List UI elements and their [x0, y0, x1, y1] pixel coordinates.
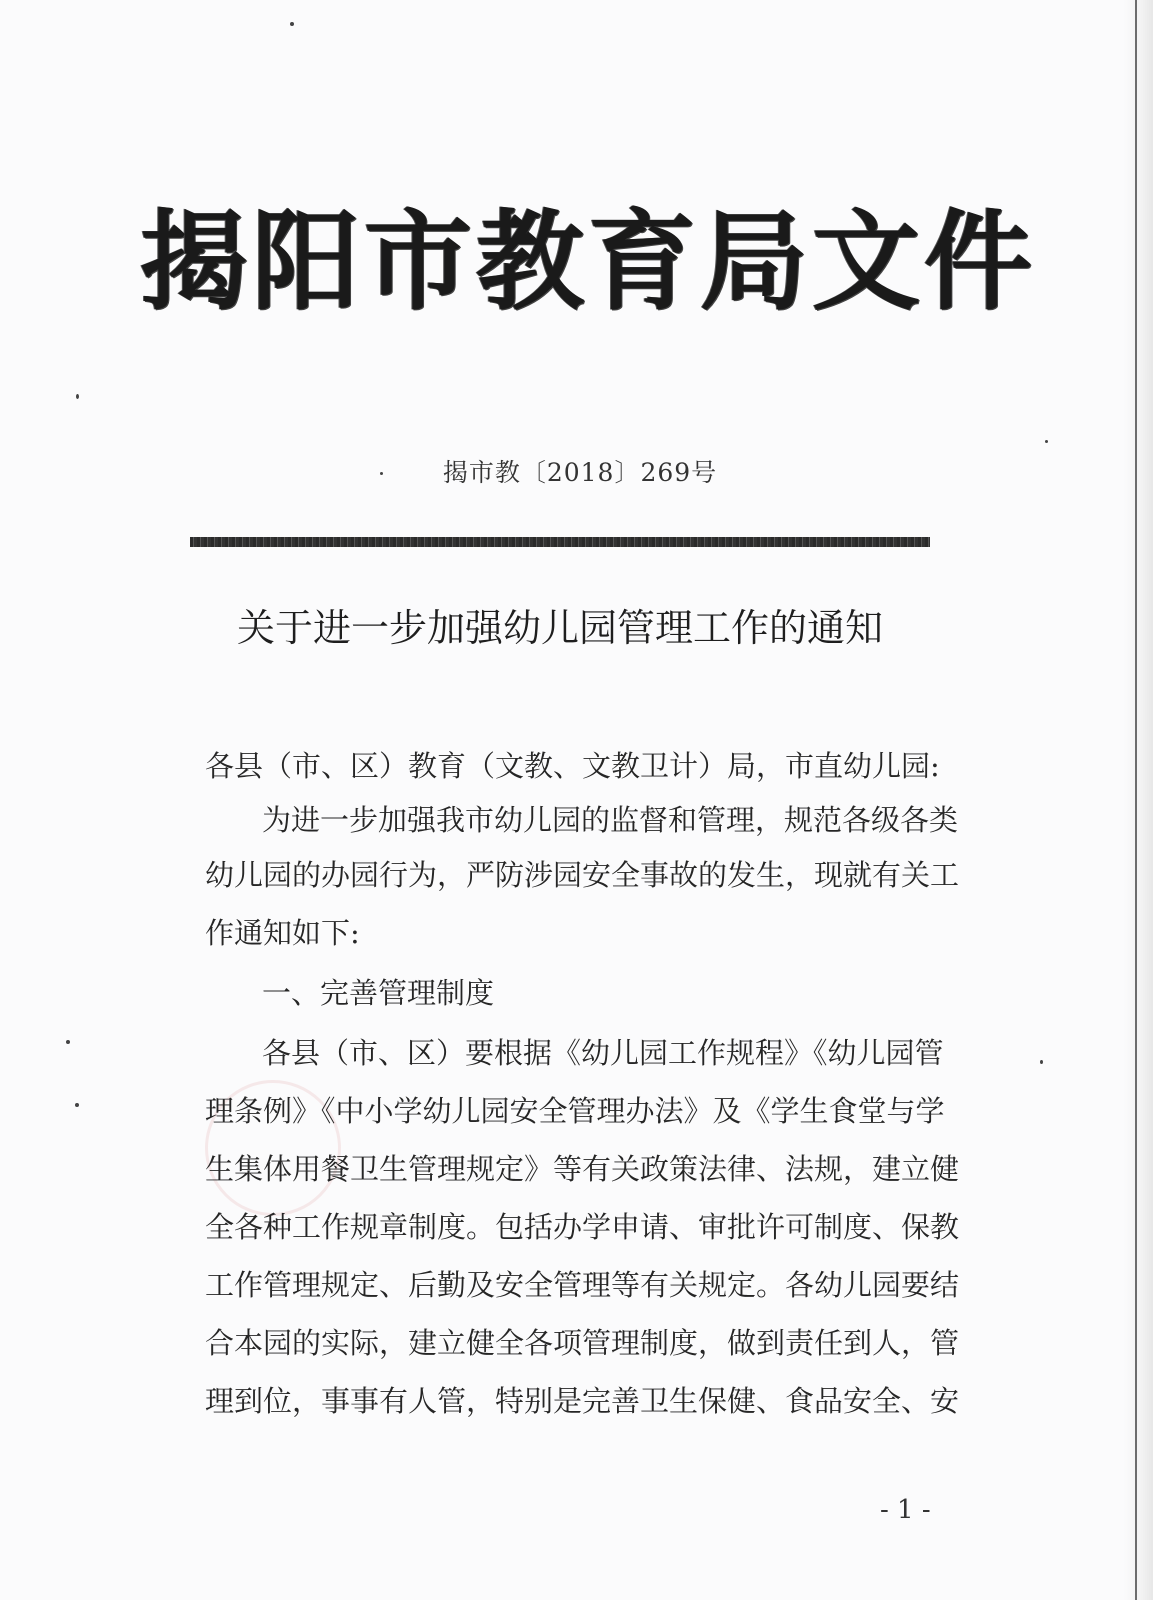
section-heading: 一、完善管理制度 [262, 976, 495, 1010]
scan-speck [290, 22, 294, 26]
body-line: 合本园的实际，建立健全各项管理制度，做到责任到人，管 [205, 1326, 960, 1360]
scan-speck [66, 1040, 70, 1044]
scan-edge [1123, 0, 1153, 1600]
scan-speck [380, 472, 383, 475]
body-line: 为进一步加强我市幼儿园的监督和管理，规范各级各类 [262, 803, 959, 837]
header-divider [190, 537, 930, 547]
scan-speck [1040, 1060, 1043, 1064]
body-line: 工作管理规定、后勤及安全管理等有关规定。各幼儿园要结 [205, 1268, 960, 1302]
document-number: 揭市教〔2018〕269号 [442, 458, 718, 487]
page-number: - 1 - [880, 1495, 931, 1525]
issuer-header: 揭阳市教育局文件 [140, 200, 1037, 325]
body-line: 幼儿园的办园行为，严防涉园安全事故的发生，现就有关工 [205, 858, 960, 892]
scan-speck [1045, 440, 1048, 443]
body-line: 理条例》《中小学幼儿园安全管理办法》及《学生食堂与学 [205, 1094, 945, 1128]
scan-speck [75, 1103, 79, 1107]
body-line: 作通知如下: [205, 916, 360, 950]
scan-speck [76, 394, 79, 399]
body-line: 生集体用餐卫生管理规定》等有关政策法律、法规，建立健 [205, 1152, 960, 1186]
body-line: 理到位，事事有人管，特别是完善卫生保健、食品安全、安 [205, 1384, 960, 1418]
body-line: 全各种工作规章制度。包括办学申请、审批许可制度、保教 [205, 1210, 960, 1244]
notice-title: 关于进一步加强幼儿园管理工作的通知 [236, 606, 883, 650]
body-line: 各县（市、区）要根据《幼儿园工作规程》《幼儿园管 [262, 1036, 944, 1070]
body-line-salutation: 各县（市、区）教育（文教、文教卫计）局，市直幼儿园: [205, 749, 940, 783]
